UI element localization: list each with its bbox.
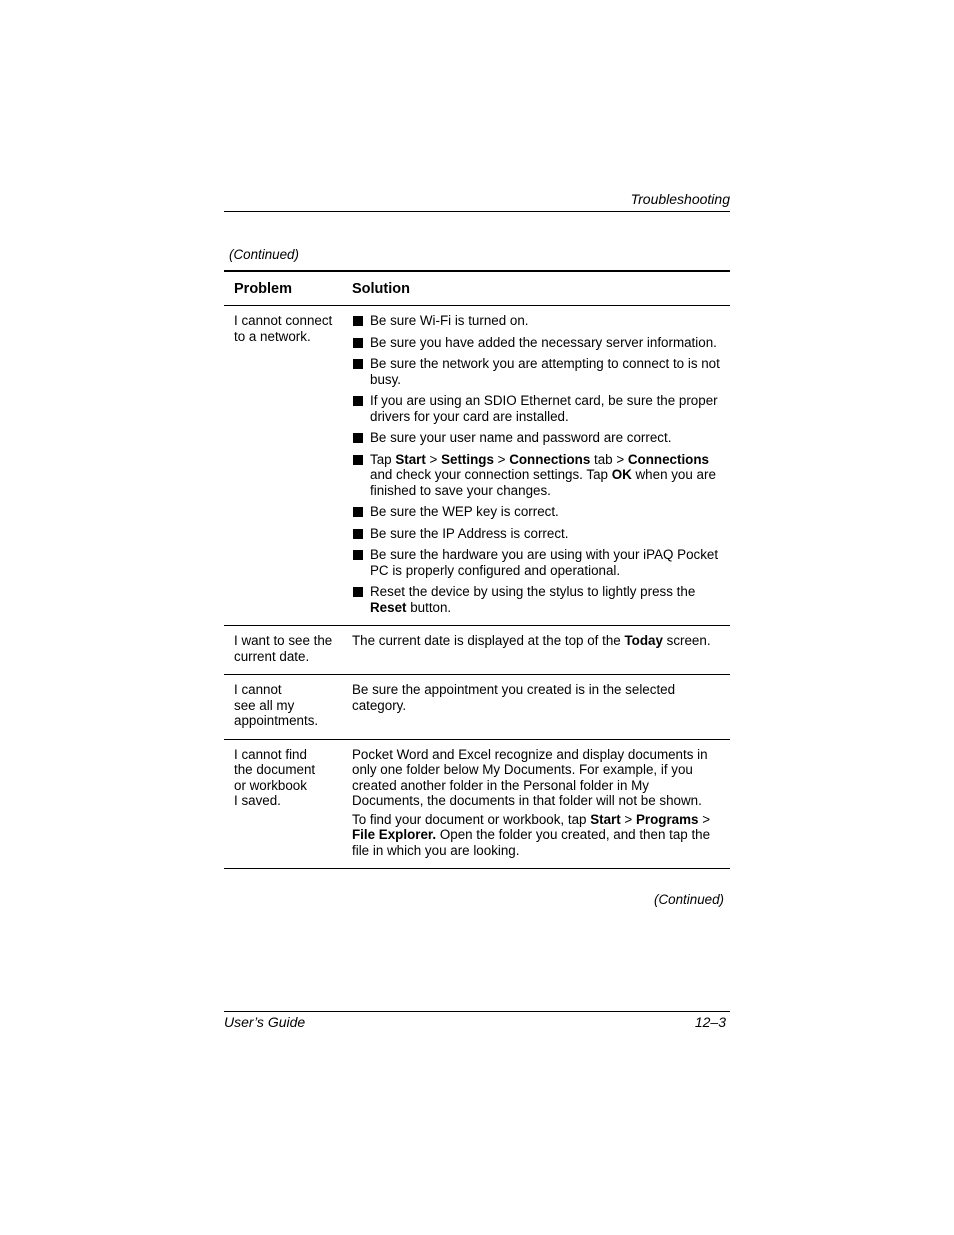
problem-cell: I cannot connect to a network.	[234, 313, 333, 344]
list-item: Be sure you have added the necessary server information.	[352, 335, 722, 351]
solution-cell: The current date is displayed at the top of the Today screen.	[352, 633, 711, 648]
solution-cell	[342, 740, 730, 869]
running-header-title: Troubleshooting	[630, 191, 730, 207]
list-item: Be sure the network you are attempting to connect to is not busy.	[352, 356, 722, 387]
page-number: 12–3	[694, 1014, 726, 1030]
bullet-square-icon	[353, 529, 363, 539]
list-item: Reset the device by using the stylus to lightly press the Reset button.	[352, 584, 722, 615]
bullet-square-icon	[353, 396, 363, 406]
bullet-square-icon	[353, 587, 363, 597]
list-item: Be sure the IP Address is correct.	[352, 526, 722, 542]
list-item: Be sure the hardware you are using with your iPAQ Pocket PC is properly configured and operational.	[352, 547, 722, 578]
list-item: Tap Start > Settings > Connections tab > Connections and check your connection settings. Tap OK when you are finished to save your changes.	[352, 452, 722, 499]
troubleshooting-table	[224, 270, 730, 869]
column-header-problem: Problem	[234, 280, 293, 297]
continued-label-top: (Continued)	[229, 247, 299, 262]
continued-label-bottom: (Continued)	[654, 892, 724, 907]
solution-cell: Be sure the appointment you created is in the selected category.	[352, 682, 676, 713]
table-row	[224, 740, 730, 870]
bullet-square-icon	[353, 316, 363, 326]
table-header-row	[224, 272, 730, 306]
solution-paragraph: To find your document or workbook, tap Start > Programs > File Explorer. Open the folder you created, and then tap the file in which you are looking.	[352, 811, 711, 858]
solution-list	[352, 313, 722, 615]
footer-rule	[224, 1011, 730, 1012]
bullet-square-icon	[353, 455, 363, 465]
bullet-square-icon	[353, 507, 363, 517]
column-header-solution: Solution	[352, 280, 410, 297]
bullet-square-icon	[353, 338, 363, 348]
header-rule	[224, 211, 730, 212]
list-item: Be sure the WEP key is correct.	[352, 504, 722, 520]
table-row	[224, 675, 730, 740]
bullet-square-icon	[353, 359, 363, 369]
bullet-square-icon	[353, 433, 363, 443]
bullet-square-icon	[353, 550, 363, 560]
problem-cell: I want to see the current date.	[234, 633, 333, 664]
list-item: Be sure your user name and password are correct.	[352, 430, 722, 446]
list-item: If you are using an SDIO Ethernet card, be sure the proper drivers for your card are installed.	[352, 393, 722, 424]
footer-guide-title: User’s Guide	[224, 1014, 306, 1030]
solution-cell	[342, 306, 730, 625]
solution-paragraph: Pocket Word and Excel recognize and display documents in only one folder below My Documents. For example, if you created another folder in the Personal folder in My Documents, the documents in that folder will not be shown.	[352, 746, 708, 808]
table-row	[224, 626, 730, 675]
problem-cell: I cannot see all my appointments.	[234, 682, 319, 728]
list-item: Be sure Wi-Fi is turned on.	[352, 313, 722, 329]
table-row	[224, 306, 730, 626]
problem-cell: I cannot find the document or workbook I saved.	[234, 746, 316, 808]
